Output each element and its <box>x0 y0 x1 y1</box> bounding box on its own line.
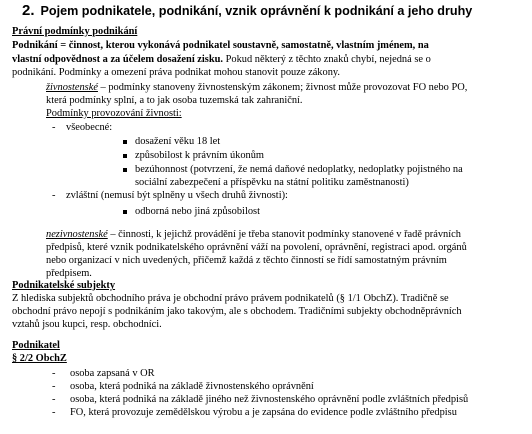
subjects-line-3: vztahů jsou kupci, resp. obchodníci. <box>12 319 162 330</box>
definition-line-1: Podnikání = činnost, kterou vykonává podnikatel soustavně, samostatně, vlastním jménem, na <box>12 40 429 51</box>
general-conditions-label: všeobecné: <box>66 122 113 133</box>
entrepreneur-item-3: osoba, která podniká na základě jiného než živnostenského oprávnění podle zvláštních předpisů <box>70 394 469 405</box>
subjects-line-1: Z hlediska subjektů obchodního práva je obchodní právo právem podnikatelů (§ 1/1 ObchZ). Tradičně se <box>12 293 449 304</box>
bullet-marker <box>123 168 127 172</box>
definition-line-3: podnikání. Podmínky a omezení práva podnikat mohou stanovit pouze zákony. <box>12 67 341 78</box>
dash-marker: - <box>52 190 56 201</box>
non-trade-line-4: předpisem. <box>46 268 92 279</box>
definition-line-2: vlastní odpovědnost a za účelem dosažení zisku. Pokud některý z těchto znaků chybí, nejedná se o <box>12 54 431 65</box>
general-item-1: dosažení věku 18 let <box>135 136 221 147</box>
page-title <box>22 3 472 19</box>
section-title-entrepreneurial-subjects: Podnikatelské subjekty <box>12 280 116 291</box>
heading-number: 2. <box>22 2 35 19</box>
general-item-3-line-1: bezúhonnost (potvrzení, že nemá daňové nedoplatky, nedoplatky pojistného na <box>135 164 463 175</box>
special-item-1: odborná nebo jiná způsobilost <box>135 206 260 217</box>
special-conditions-label: zvláštní (nemusí být splněny u všech druhů živnosti): <box>66 190 288 201</box>
term-nezivnostenske: nezivnostenské <box>46 229 108 240</box>
entrepreneur-item-1: osoba zapsaná v OR <box>70 368 155 379</box>
non-trade-line-2: předpisů, které vznik podnikatelského oprávnění váží na povolení, oprávnění, registraci apod. orgánů <box>46 242 467 253</box>
bullet-marker <box>123 154 127 158</box>
bullet-marker <box>123 140 127 144</box>
paragraph-reference: § 2/2 ObchZ <box>12 353 67 364</box>
entrepreneur-item-4: FO, která provozuje zemědělskou výrobu a je zapsána do evidence podle zvláštního předpisu <box>70 407 457 418</box>
conditions-subtitle: Podmínky provozování živnosti: <box>46 108 182 119</box>
dash-marker: - <box>52 368 56 379</box>
trade-conditions-line-1: živnostenské – podmínky stanoveny živnostenským zákonem; živnost může provozovat FO nebo PO, <box>46 82 468 93</box>
dash-marker: - <box>52 122 56 133</box>
general-item-3-line-2: sociální zabezpečení a příspěvku na státní politiku zaměstnanosti) <box>135 177 409 188</box>
dash-marker: - <box>52 394 56 405</box>
section-title-entrepreneur: Podnikatel <box>12 340 60 351</box>
subjects-line-2: obchodní právo nepojí s podnikáním jako takovým, ale s obchodem. Tradičními subjekty obchodněprávních <box>12 306 462 317</box>
trade-conditions-line-2: která podmínky splní, a to jak osoba tuzemská tak zahraniční. <box>46 95 303 106</box>
section-title-legal-conditions: Právní podmínky podnikání <box>12 26 138 37</box>
dash-marker: - <box>52 407 56 418</box>
term-zivnostenske: živnostenské <box>46 82 98 93</box>
heading-text: Pojem podnikatele, podnikání, vznik oprávnění k podnikání a jeho druhy <box>40 4 473 18</box>
general-item-2: způsobilost k právním úkonům <box>135 150 265 161</box>
entrepreneur-item-2: osoba, která podniká na základě živnostenského oprávnění <box>70 381 314 392</box>
non-trade-line-1: nezivnostenské – činnosti, k jejichž provádění je třeba stanovit podmínky stanovené v řadě právních <box>46 229 461 240</box>
bullet-marker <box>123 210 127 214</box>
non-trade-line-3: nebo organizací v nich uvedených, přičemž každá z těchto činností se řídí samostatným právním <box>46 255 447 266</box>
dash-marker: - <box>52 381 56 392</box>
